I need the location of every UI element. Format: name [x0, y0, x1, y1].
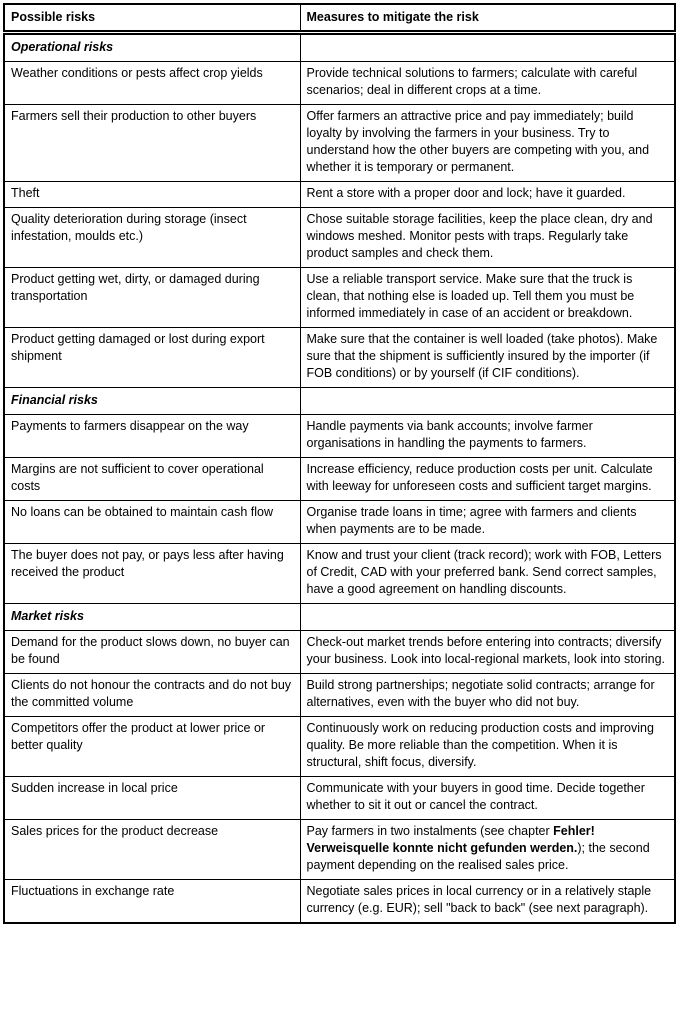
measure-text: Communicate with your buyers in good time. Decide together whether to sit it out or cancel the contract.: [306, 781, 645, 812]
table-row: [4, 880, 675, 924]
column-header-measures: Measures to mitigate the risk: [300, 4, 675, 33]
risk-cell: Farmers sell their production to other buyers: [4, 105, 300, 182]
risk-cell: Demand for the product slows down, no buyer can be found: [4, 631, 300, 674]
measure-text: Make sure that the container is well loaded (take photos). Make sure that the shipment is sufficiently insured by the importer (if FOB conditions) or by yourself (if CIF conditions).: [306, 332, 658, 380]
risk-cell: No loans can be obtained to maintain cash flow: [4, 501, 300, 544]
measure-text: Check-out market trends before entering into contracts; diversify your business. Look into local-regional markets, look into storing.: [306, 635, 666, 666]
table-row: [4, 674, 675, 717]
risk-cell: Sales prices for the product decrease: [4, 820, 300, 880]
measure-text: Pay farmers in two instalments (see chapter: [306, 824, 554, 838]
measure-cell: [300, 328, 675, 388]
risk-cell: Quality deterioration during storage (insect infestation, moulds etc.): [4, 208, 300, 268]
section-title: Market risks: [4, 604, 300, 631]
measure-text: Increase efficiency, reduce production costs per unit. Calculate with leeway for unforeseen costs and sufficient target margins.: [306, 462, 653, 493]
column-header-possible-risks: Possible risks: [4, 4, 300, 33]
measure-cell: [300, 62, 675, 105]
table-row: [4, 820, 675, 880]
measure-text-bold: Fehler! Verweisquelle konnte nicht gefunden werden.: [306, 824, 595, 855]
risk-cell: Theft: [4, 182, 300, 208]
risk-cell: Weather conditions or pests affect crop yields: [4, 62, 300, 105]
section-row: [4, 388, 675, 415]
risk-mitigation-table: [3, 3, 676, 924]
table-row: [4, 182, 675, 208]
measure-cell: [300, 674, 675, 717]
measure-cell: [300, 208, 675, 268]
measure-cell: [300, 105, 675, 182]
section-empty-cell: [300, 604, 675, 631]
measure-text: Use a reliable transport service. Make sure that the truck is clean, that nothing else is loaded up. Tell them you must be informed immediately in case of an accident or breakdown.: [306, 272, 635, 320]
section-row: [4, 604, 675, 631]
measure-text: Provide technical solutions to farmers; calculate with careful scenarios; deal in different crops at a time.: [306, 66, 638, 97]
table-row: [4, 631, 675, 674]
section-title: Operational risks: [4, 33, 300, 62]
table-row: [4, 328, 675, 388]
section-row: [4, 33, 675, 62]
table-row: [4, 105, 675, 182]
table-row: [4, 717, 675, 777]
section-title: Financial risks: [4, 388, 300, 415]
measure-text: Build strong partnerships; negotiate solid contracts; arrange for alternatives, even with the buyer who did not buy.: [306, 678, 655, 709]
measure-text: Organise trade loans in time; agree with farmers and clients when payments are to be made.: [306, 505, 637, 536]
risk-cell: Clients do not honour the contracts and do not buy the committed volume: [4, 674, 300, 717]
table-row: [4, 415, 675, 458]
measure-text: ); the second payment depending on the realised sales price.: [306, 841, 650, 872]
risk-cell: Payments to farmers disappear on the way: [4, 415, 300, 458]
measure-text: Continuously work on reducing production costs and improving quality. Be more reliable than the competition. When it is structural, shift focus, diversify.: [306, 721, 654, 769]
measure-cell: [300, 415, 675, 458]
measure-cell: [300, 717, 675, 777]
risk-cell: Fluctuations in exchange rate: [4, 880, 300, 924]
header-row: [4, 4, 675, 33]
measure-text: Know and trust your client (track record); work with FOB, Letters of Credit, CAD with your preferred bank. Send correct samples, have a good agreement on handling discounts.: [306, 548, 662, 596]
risk-cell: Sudden increase in local price: [4, 777, 300, 820]
table-row: [4, 458, 675, 501]
measure-cell: [300, 777, 675, 820]
measure-text: Handle payments via bank accounts; involve farmer organisations in handling the payments to farmers.: [306, 419, 593, 450]
measure-cell: [300, 631, 675, 674]
measure-cell: [300, 268, 675, 328]
table-row: [4, 62, 675, 105]
measure-cell: [300, 880, 675, 924]
measure-cell: [300, 544, 675, 604]
measure-text: Offer farmers an attractive price and pay immediately; build loyalty by involving the farmers in your business. Try to understand how the other buyers are competing with you, and whether it is temporary or permanent.: [306, 109, 650, 174]
measure-text: Negotiate sales prices in local currency or in a relatively staple currency (e.g. EUR); sell "back to back" (see next paragraph).: [306, 884, 652, 915]
measure-cell: [300, 820, 675, 880]
table-row: [4, 544, 675, 604]
risk-cell: Product getting wet, dirty, or damaged during transportation: [4, 268, 300, 328]
risk-table-body: [4, 33, 675, 924]
measure-cell: [300, 458, 675, 501]
measure-cell: [300, 501, 675, 544]
table-row: [4, 501, 675, 544]
section-empty-cell: [300, 388, 675, 415]
measure-text: Chose suitable storage facilities, keep the place clean, dry and windows meshed. Monitor pests with traps. Regularly take product samples and check them.: [306, 212, 653, 260]
section-empty-cell: [300, 33, 675, 62]
measure-text: Rent a store with a proper door and lock; have it guarded.: [306, 186, 626, 200]
risk-cell: Product getting damaged or lost during export shipment: [4, 328, 300, 388]
risk-cell: The buyer does not pay, or pays less after having received the product: [4, 544, 300, 604]
table-row: [4, 208, 675, 268]
table-row: [4, 268, 675, 328]
risk-cell: Competitors offer the product at lower price or better quality: [4, 717, 300, 777]
table-row: [4, 777, 675, 820]
measure-cell: [300, 182, 675, 208]
risk-cell: Margins are not sufficient to cover operational costs: [4, 458, 300, 501]
